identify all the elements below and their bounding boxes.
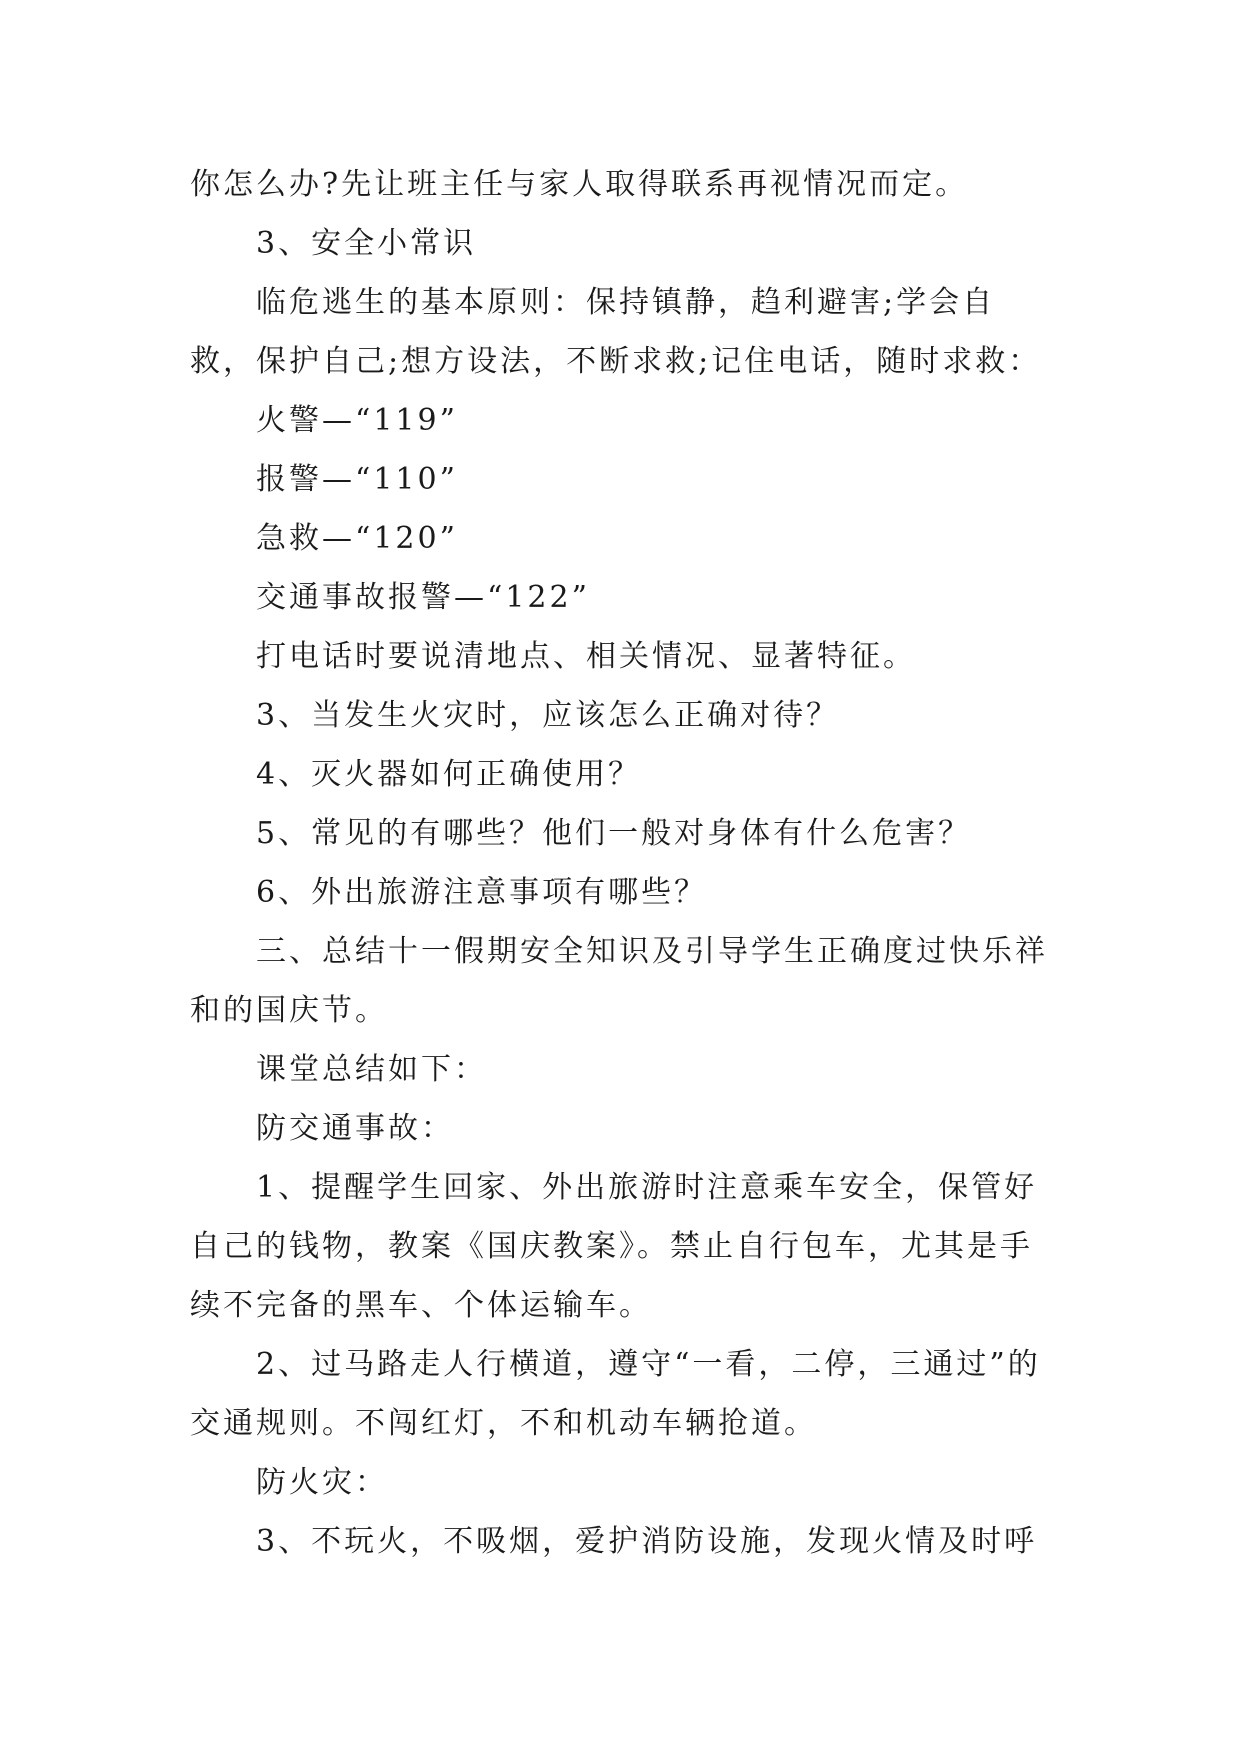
paragraph: 2、过马路走人行横道，遵守“一看，二停，三通过”的交通规则。不闯红灯，不和机动车辆抢道。 xyxy=(190,1347,1041,1441)
paragraph: 交通事故报警—“122” xyxy=(256,580,590,615)
paragraph: 临危逃生的基本原则：保持镇静，趋利避害;学会自救，保护自己;想方设法，不断求救;记住电话，随时求救： xyxy=(190,285,1042,379)
paragraph: 1、提醒学生回家、外出旅游时注意乘车安全，保管好自己的钱物，教案《国庆教案》。禁止自行包车，尤其是手续不完备的黑车、个体运输车。 xyxy=(190,1170,1038,1323)
paragraph: 火警—“119” xyxy=(256,403,458,438)
paragraph: 3、不玩火，不吸烟，爱护消防设施，发现火情及时呼 xyxy=(256,1524,1038,1559)
paragraph: 课堂总结如下： xyxy=(256,1052,487,1087)
paragraph: 报警—“110” xyxy=(256,462,458,497)
paragraph: 4、灭火器如何正确使用？ xyxy=(256,757,642,792)
paragraph: 你怎么办?先让班主任与家人取得联系再视情况而定。 xyxy=(190,167,969,202)
document-body xyxy=(190,155,1060,1571)
paragraph: 打电话时要说清地点、相关情况、显著特征。 xyxy=(256,639,916,674)
paragraph: 3、安全小常识 xyxy=(256,226,477,261)
paragraph: 三、总结十一假期安全知识及引导学生正确度过快乐祥和的国庆节。 xyxy=(190,934,1048,1028)
paragraph: 急救—“120” xyxy=(256,521,458,556)
paragraph: 5、常见的有哪些？他们一般对身体有什么危害？ xyxy=(256,816,972,851)
paragraph: 6、外出旅游注意事项有哪些？ xyxy=(256,875,708,910)
paragraph: 防交通事故： xyxy=(256,1111,454,1146)
paragraph: 3、当发生火灾时，应该怎么正确对待？ xyxy=(256,698,840,733)
paragraph: 防火灾： xyxy=(256,1465,388,1500)
